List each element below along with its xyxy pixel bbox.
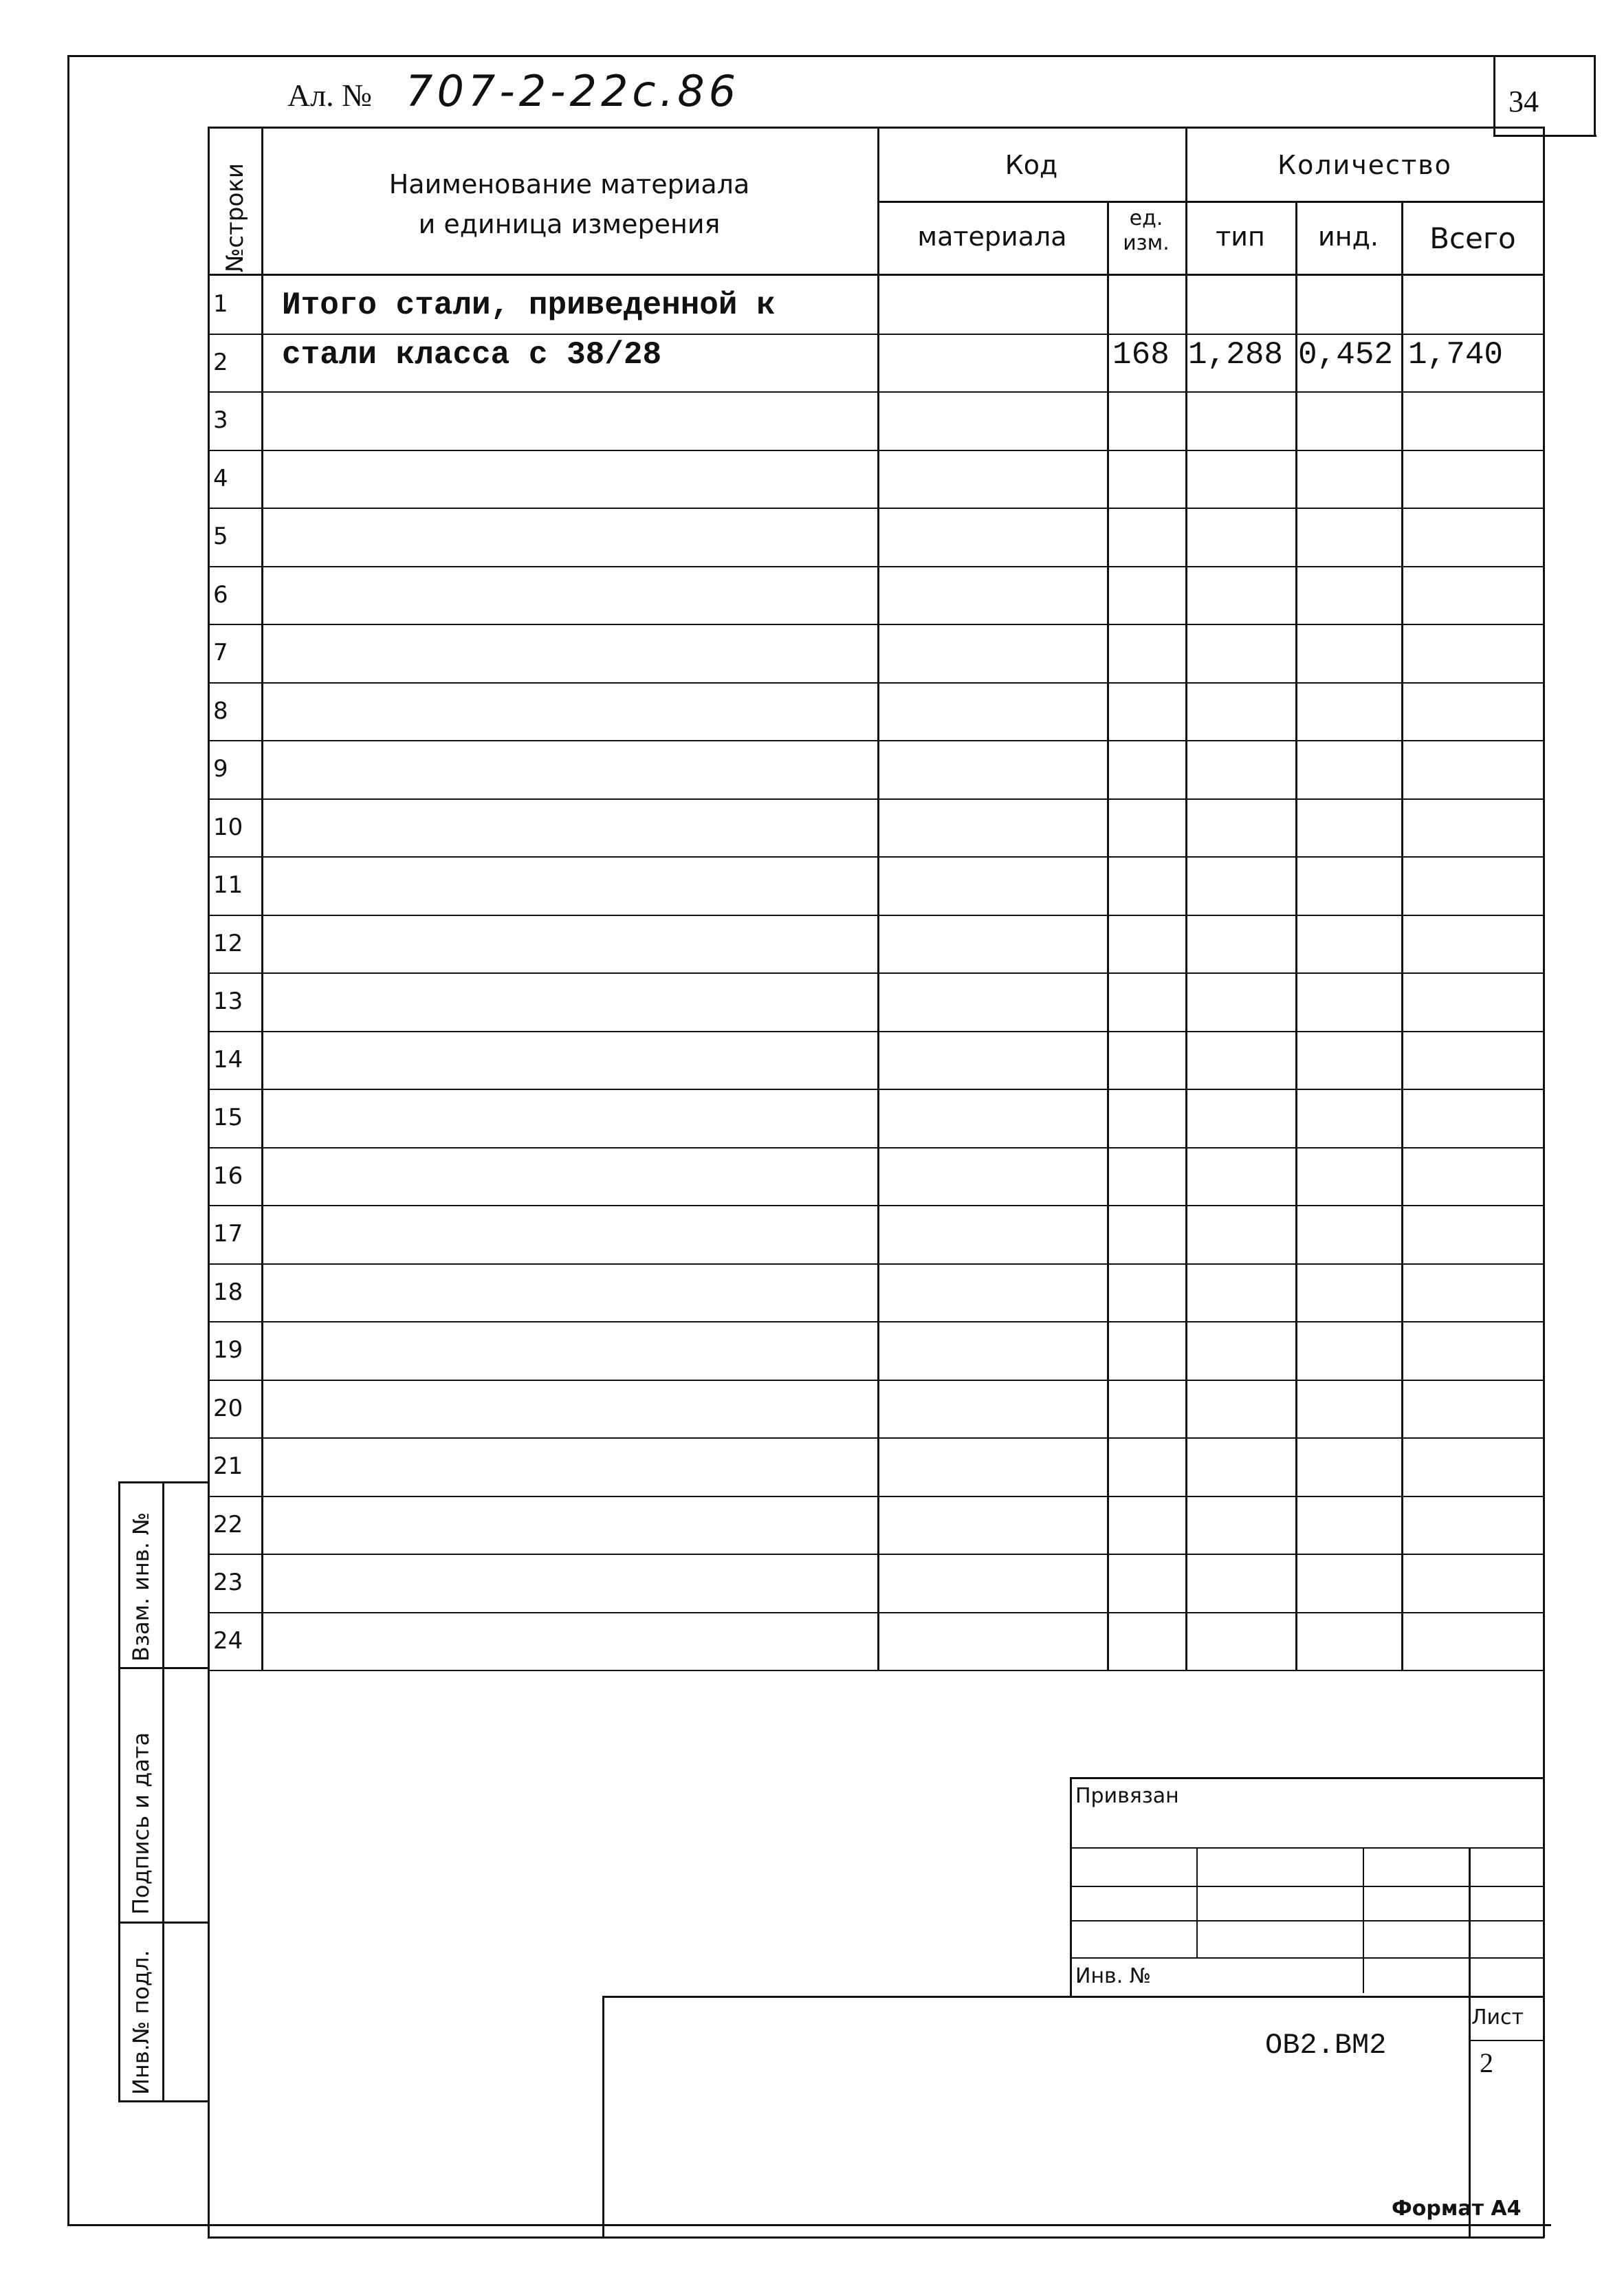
row-line <box>208 915 1544 916</box>
side-stamp-vzam: Взам. инв. № <box>128 1512 154 1662</box>
row-line <box>208 391 1544 393</box>
tb-doc-code: ОВ2.ВМ2 <box>1265 2029 1387 2062</box>
row-number: 1 <box>213 290 228 318</box>
row-number: 13 <box>213 988 243 1015</box>
table-left <box>208 127 210 2238</box>
header-qty-ind: инд. <box>1318 221 1379 252</box>
row2-unit: 168 <box>1112 337 1170 373</box>
outer-frame-top <box>67 55 1595 57</box>
side-stamp-sep1 <box>118 1667 208 1669</box>
row-number: 5 <box>213 523 228 550</box>
tb-h3 <box>1070 1920 1544 1922</box>
col-line-material <box>1107 201 1109 1670</box>
row2-type: 1,288 <box>1188 337 1284 373</box>
header-qty-type: тип <box>1216 221 1265 252</box>
header-bottom <box>208 274 1544 276</box>
header-quantity: Количество <box>1277 150 1452 180</box>
row-line <box>208 1031 1544 1032</box>
row-number: 4 <box>213 465 228 492</box>
tb-h2 <box>1070 1886 1544 1887</box>
header-subline <box>877 201 1544 203</box>
header-name-line2: и единица измерения <box>418 209 721 239</box>
row-line <box>208 856 1544 858</box>
row-number: 6 <box>213 581 228 609</box>
row-line <box>208 1437 1544 1439</box>
row-number: 21 <box>213 1452 243 1480</box>
row-number: 17 <box>213 1220 243 1248</box>
tb-main-top <box>602 1996 1544 1998</box>
row-number: 24 <box>213 1627 243 1655</box>
row-number: 3 <box>213 406 228 434</box>
row-number: 12 <box>213 930 243 957</box>
tb-sheet-sep <box>1469 2040 1544 2041</box>
row-line <box>208 1554 1544 1555</box>
header-code-unit-1: ед. <box>1129 206 1163 230</box>
side-stamp-podpis: Подпись и дата <box>128 1732 154 1915</box>
row-line <box>208 1496 1544 1497</box>
tb-inv-no: Инв. № <box>1075 1964 1152 1988</box>
tb-v1 <box>1196 1847 1198 1957</box>
row-number: 23 <box>213 1569 243 1596</box>
row-line <box>208 1612 1544 1613</box>
table-bottom-outer <box>208 2236 1544 2239</box>
header-qty-total: Всего <box>1429 221 1516 255</box>
row-line <box>208 1380 1544 1381</box>
series-prefix: Ал. № <box>287 78 373 113</box>
page-number-box-bottom <box>1493 135 1596 137</box>
tb-privyazan: Привязан <box>1075 1784 1179 1808</box>
row-number: 11 <box>213 871 243 899</box>
tb-v3 <box>1469 1847 1471 2238</box>
page-number-box-left <box>1493 55 1495 136</box>
header-code: Код <box>1005 150 1058 180</box>
row-number: 18 <box>213 1278 243 1306</box>
row-line <box>208 1089 1544 1090</box>
row-line <box>208 1147 1544 1149</box>
footer-format: Формат А4 <box>1392 2197 1522 2221</box>
header-rownum: №строки <box>221 163 249 272</box>
row-number: 15 <box>213 1104 243 1131</box>
row-number: 16 <box>213 1162 243 1190</box>
row-number: 19 <box>213 1336 243 1364</box>
row-line <box>208 740 1544 741</box>
page-number: 34 <box>1508 85 1539 118</box>
row-number: 22 <box>213 1511 243 1538</box>
row-line <box>208 450 1544 451</box>
table-top <box>208 127 1544 129</box>
row-line <box>208 972 1544 974</box>
row-line <box>208 508 1544 509</box>
tb-h1 <box>1070 1847 1544 1849</box>
side-stamp-top <box>118 1481 208 1483</box>
side-stamp-bottom <box>118 2100 208 2102</box>
row-line <box>208 1670 1544 1671</box>
row-number: 7 <box>213 639 228 666</box>
tb-sheet-number: 2 <box>1480 2047 1493 2078</box>
outer-frame-left <box>67 55 69 2225</box>
row2-total: 1,740 <box>1408 337 1504 373</box>
side-stamp-left <box>118 1481 120 2100</box>
row-number: 20 <box>213 1395 243 1422</box>
row2-name: стали класса с 38/28 <box>282 337 662 373</box>
col-line-ind <box>1401 201 1403 1670</box>
header-code-material: материала <box>917 221 1067 252</box>
page-number-box-right <box>1594 55 1596 136</box>
row-line <box>208 682 1544 684</box>
tb-left-upper <box>1070 1777 1072 1997</box>
row-line <box>208 624 1544 625</box>
row-number: 2 <box>213 349 228 376</box>
tb-top <box>1070 1777 1544 1779</box>
row-line <box>208 566 1544 567</box>
row-line <box>208 1263 1544 1265</box>
row-line <box>208 798 1544 800</box>
row-line <box>208 1205 1544 1206</box>
tb-sheet-label: Лист <box>1471 2005 1524 2029</box>
series-code: 707-2-22с.86 <box>406 66 740 116</box>
row-line <box>208 334 1544 335</box>
side-stamp-right <box>162 1481 164 2100</box>
row-number: 10 <box>213 814 243 841</box>
side-stamp-sep2 <box>118 1922 208 1924</box>
side-stamp-inv-podl: Инв.№ подл. <box>128 1950 154 2095</box>
outer-frame-bottom <box>67 2224 1551 2226</box>
tb-v2 <box>1363 1847 1364 1993</box>
row2-ind: 0,452 <box>1298 337 1394 373</box>
row-number: 14 <box>213 1046 243 1074</box>
row-number: 8 <box>213 697 228 725</box>
header-code-unit-2: изм. <box>1123 231 1170 255</box>
row-line <box>208 1321 1544 1322</box>
col-line-type <box>1295 201 1297 1670</box>
header-name-line1: Наименование материала <box>388 169 750 199</box>
tb-main-left <box>602 1996 604 2238</box>
row-number: 9 <box>213 755 228 783</box>
row1-name: Итого стали, приведенной к <box>282 287 776 323</box>
tb-h4 <box>1070 1957 1544 1959</box>
